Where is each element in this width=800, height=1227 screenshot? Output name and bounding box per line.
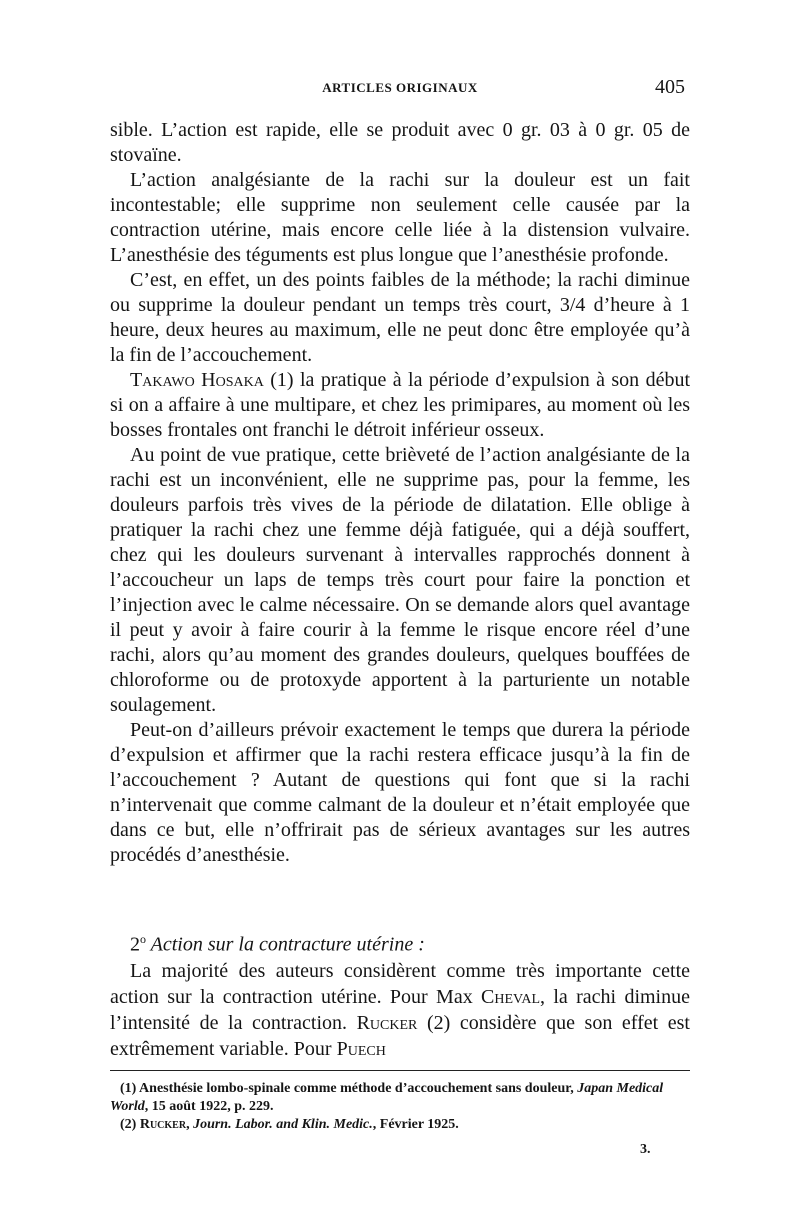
footnote-text: , — [186, 1117, 194, 1132]
main-text — [110, 118, 690, 868]
footnote — [110, 1116, 690, 1134]
footnote-tail: , Février 1925. — [372, 1117, 459, 1132]
footnote-author: Rucker — [139, 1117, 187, 1132]
footnote — [110, 1080, 690, 1116]
paragraph: L’action analgésiante de la rachi sur la douleur est un fait incontestable; elle supprime non seulement celle causée par la contraction utérine, mais encore celle liée à la distension vulvaire. L’anesthésie des téguments est plus longue que l’anesthésie profonde. — [110, 169, 690, 266]
footnote-text: Anesthésie lombo-spinale comme méthode d’accouchement sans douleur, — [136, 1081, 578, 1096]
running-title: ARTICLES ORIGINAUX — [322, 80, 478, 95]
footnotes — [110, 1080, 690, 1134]
section-title: Action sur la contracture utérine : — [150, 933, 425, 956]
footnote-tail: , 15 août 1922, p. 229. — [144, 1099, 274, 1114]
paragraph: Peut-on d’ailleurs prévoir exactement le temps que durera la période d’expulsion et affirmer que la rachi restera efficace jusqu’à la fin de l’accouchement ? Autant de questions qui font que si la rachi n’intervenait que comme calmant de la douleur et n’était employée que dans ce but, elle n’offrirait pas de sérieux avantages sur les autres procédés d’anesthésie. — [110, 719, 690, 866]
author-name: Takawo Hosaka — [130, 369, 264, 391]
footnote-divider — [110, 1070, 690, 1071]
paragraph: sible. L’action est rapide, elle se produit avec 0 gr. 03 à 0 gr. 05 de stovaïne. — [110, 119, 690, 166]
paragraph-text: , la rachi diminue l’intensité de la contraction. — [110, 986, 690, 1034]
section-heading — [130, 932, 425, 957]
section-number: 2 — [130, 933, 140, 956]
footnote-source: Japan Medical World — [110, 1081, 664, 1114]
signature-mark: 3. — [640, 1142, 651, 1157]
author-name: Puech — [336, 1038, 386, 1060]
author-name: Cheval — [481, 986, 541, 1008]
footnote-source: Journ. Labor. and Klin. Medic. — [193, 1117, 373, 1132]
page-number: 405 — [655, 76, 685, 98]
footnote-marker: (1) — [120, 1081, 137, 1096]
paragraph: C’est, en effet, un des points faibles de la méthode; la rachi diminue ou supprime la douleur pendant un temps très court, 3/4 d’heure à 1 heure, deux heures au maximum, elle ne peut donc être employée qu’à la fin de l’accouchement. — [110, 269, 690, 366]
section-ordinal: o — [140, 932, 146, 946]
paragraph-text: La majorité des auteurs considèrent comme très importante cette action sur la contraction utérine. Pour Max — [110, 960, 690, 1008]
author-name: Rucker — [356, 1012, 418, 1034]
paragraph-text: (2) considère que son effet est extrêmement variable. Pour — [110, 1012, 690, 1060]
paragraph-text: (1) la pratique à la période d’expulsion à son début si on a affaire à une multipare, et chez les primipares, au moment où les bosses frontales ont franchi le détroit inférieur osseux. — [110, 369, 691, 441]
paragraph — [110, 368, 690, 443]
paragraph — [110, 958, 690, 1062]
paragraph: Au point de vue pratique, cette brièveté de l’action analgésiante de la rachi est un inconvénient, elle ne supprime pas, pour la femme, les douleurs parfois très vives de la période de dilatation. Elle oblige à pratiquer la rachi chez une femme déjà fatiguée, qui a déjà souffert, chez qui les douleurs survenant à intervalles rapprochés donnent à l’accoucheur un laps de temps très court pour faire la ponction et l’injection avec le calme nécessaire. On se demande alors quel avantage il peut y avoir à faire courir à la femme le risque encore réel d’une rachi, alors qu’au moment des grandes douleurs, quelques bouffées de chloroforme ou de protoxyde apportent à la parturiente un notable soulagement. — [110, 444, 690, 716]
footnote-marker: (2) — [120, 1117, 137, 1132]
